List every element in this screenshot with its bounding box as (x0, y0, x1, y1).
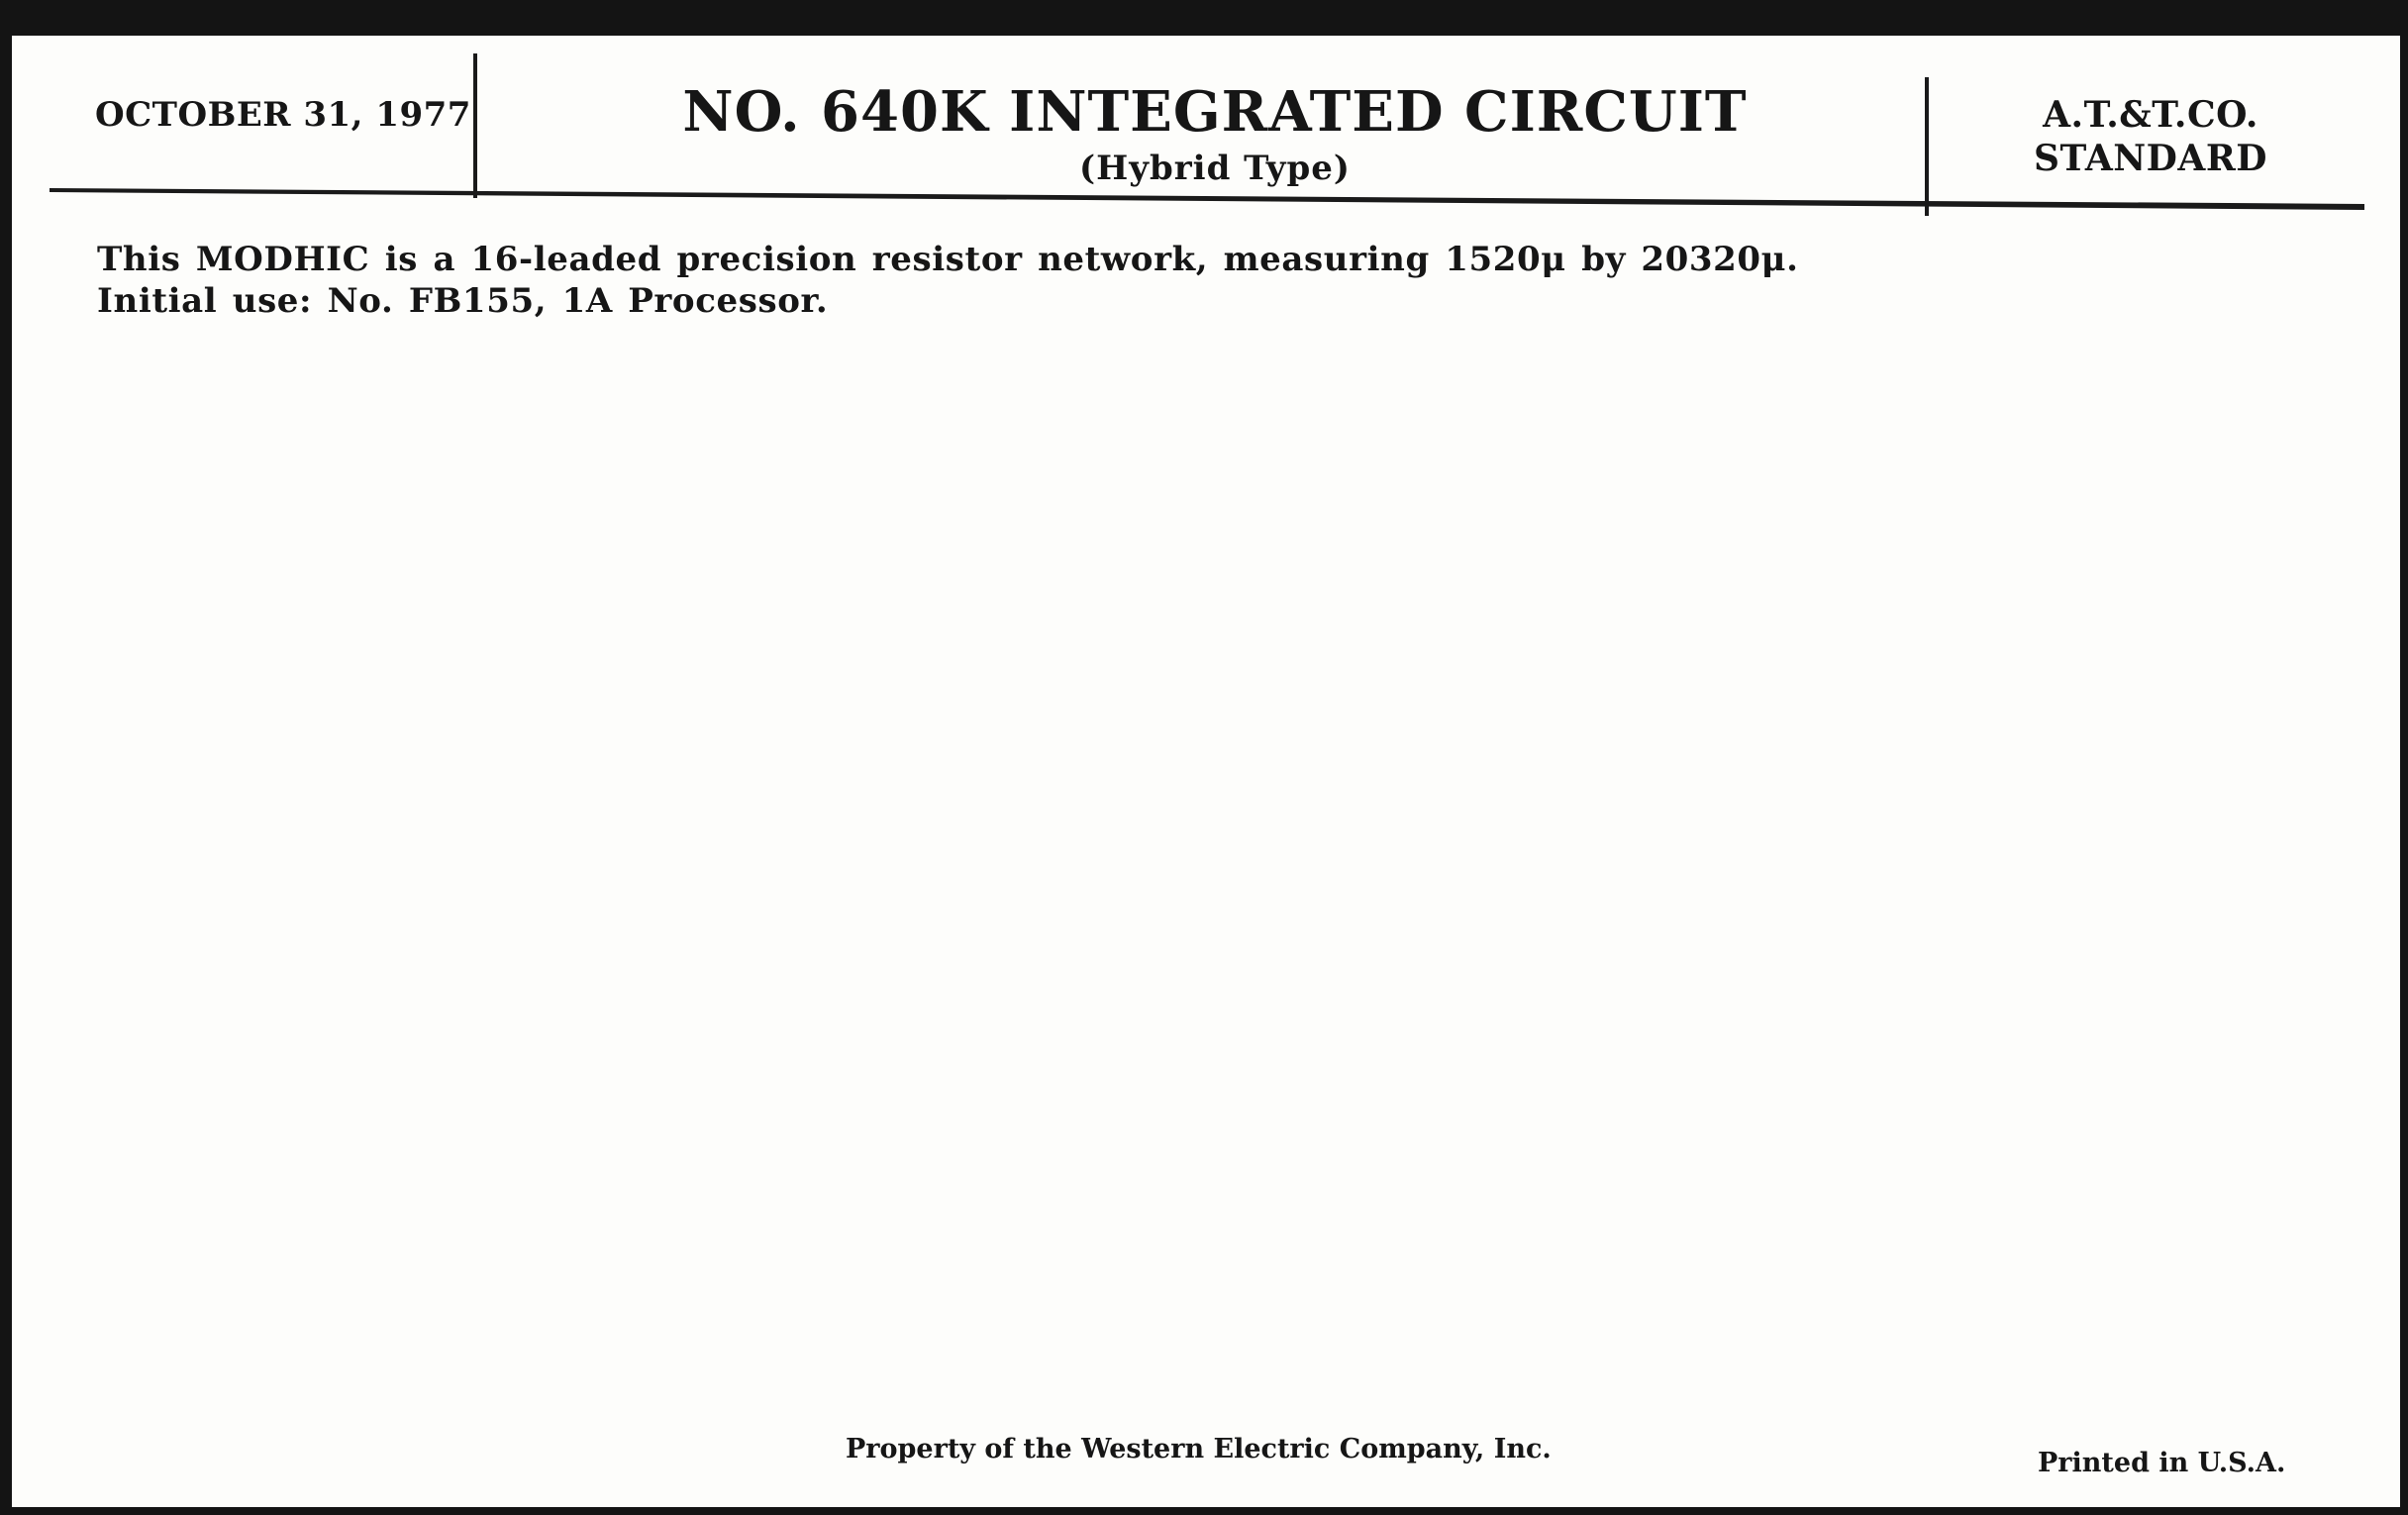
footer-printed: Printed in U.S.A. (2038, 1448, 2286, 1478)
initial-use-line: Initial use: No. FB155, 1A Processor. (97, 281, 829, 321)
standard-line-2: STANDARD (2034, 138, 2267, 179)
header-rule (50, 184, 2364, 214)
document-card (12, 36, 2400, 1507)
document-subtitle: (Hybrid Type) (1079, 149, 1351, 188)
standard-line-1: A.T.&T.CO. (2043, 94, 2258, 136)
standard-block (1943, 93, 2358, 180)
header-divider-left (473, 53, 477, 198)
description-line: This MODHIC is a 16-leaded precision resistor network, measuring 1520μ by 20320μ. (97, 240, 1799, 279)
document-title: NO. 640K INTEGRATED CIRCUIT (682, 79, 1748, 145)
header-date: OCTOBER 31, 1977 (95, 95, 471, 135)
footer-property: Property of the Western Electric Company, Inc. (846, 1434, 1552, 1464)
